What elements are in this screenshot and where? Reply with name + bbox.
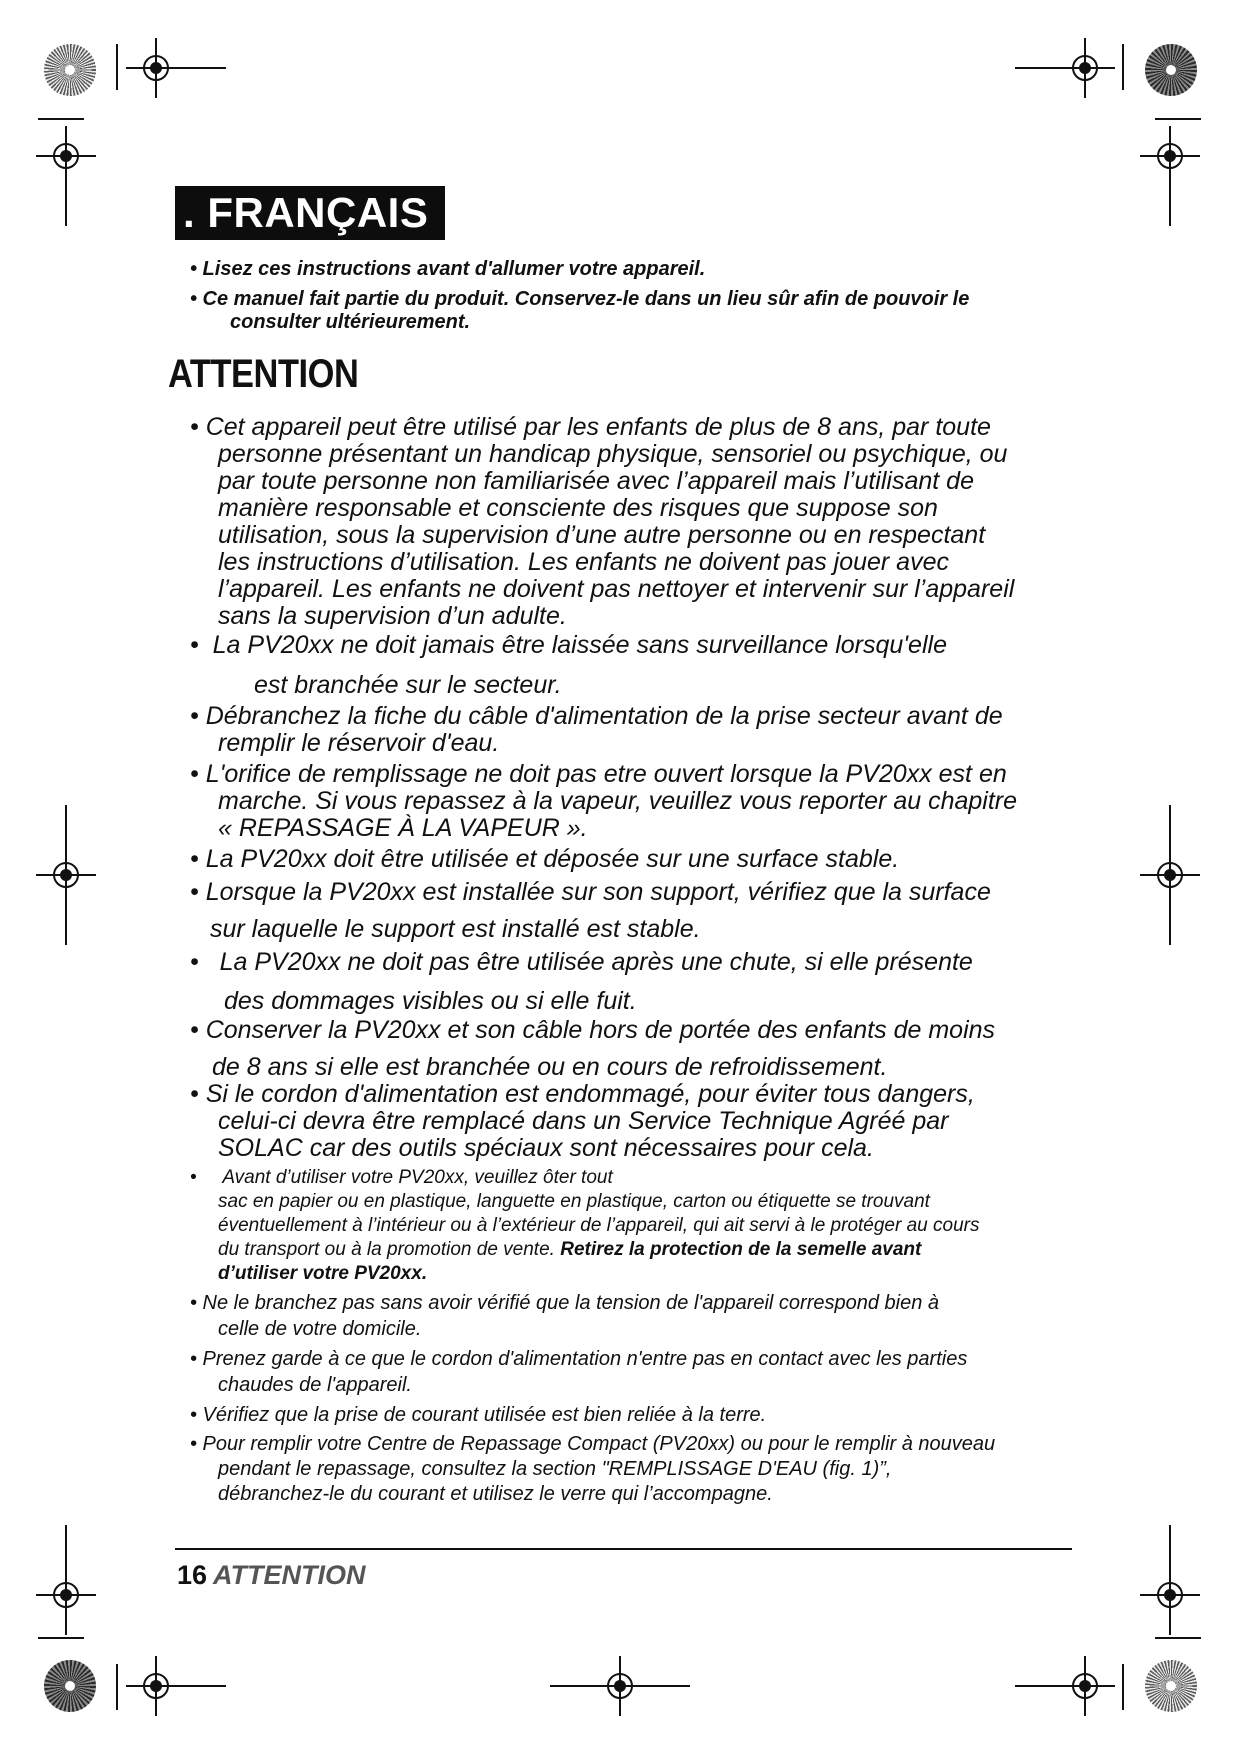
registration-target-left-upper: [36, 126, 96, 226]
item-line: l’appareil. Les enfants ne doivent pas nettoyer et intervenir sur l’appareil: [218, 575, 1015, 603]
warning-item: [190, 879, 1110, 943]
warning-item: [190, 1017, 1110, 1081]
intro-notes: [190, 258, 1070, 341]
language-banner: . FRANÇAIS: [175, 186, 445, 240]
intro-note: • Lisez ces instructions avant d'allumer votre appareil.: [190, 258, 706, 280]
item-line: débranchez-le du courant et utilisez le verre qui l’accompagne.: [218, 1483, 773, 1505]
section-title: ATTENTION: [168, 352, 359, 396]
registration-target-top-right: [1015, 38, 1115, 98]
page-number: 16: [177, 1560, 208, 1590]
intro-note-line: • Ce manuel fait partie du produit. Conservez-le dans un lieu sûr afin de pouvoir le: [190, 288, 970, 310]
item-line: • La PV20xx doit être utilisée et déposée sur une surface stable.: [190, 845, 900, 873]
item-line: celui-ci devra être remplacé dans un Service Technique Agréé par: [218, 1107, 949, 1135]
warning-item: [190, 1290, 1110, 1342]
item-line: • Pour remplir votre Centre de Repassage Compact (PV20xx) ou pour le remplir à nouveau: [190, 1433, 996, 1455]
item-line: • La PV20xx ne doit pas être utilisée après une chute, si elle présente: [190, 948, 973, 976]
item-line: • Ne le branchez pas sans avoir vérifié que la tension de l'appareil correspond bien à: [190, 1292, 940, 1314]
registration-target-right-lower: [1140, 1525, 1200, 1635]
item-emphasis: Retirez la protection de la semelle avant: [560, 1239, 922, 1260]
item-line: • Avant d’utiliser votre PV20xx, veuillez ôter tout: [190, 1167, 613, 1188]
item-line: • Conserver la PV20xx et son câble hors de portée des enfants de moins: [190, 1016, 996, 1044]
registration-target-right-middle: [1140, 805, 1200, 945]
item-line: utilisation, sous la supervision d’une autre personne ou en respectant: [218, 521, 986, 549]
item-line: • Prenez garde à ce que le cordon d'alimentation n'entre pas en contact avec les parties: [190, 1348, 968, 1370]
footer-rule: [175, 1548, 1072, 1550]
warning-item: [190, 1081, 1110, 1162]
warning-item: [190, 1346, 1110, 1398]
intro-note-line: consulter ultérieurement.: [230, 311, 471, 333]
item-line: éventuellement à l’intérieur ou à l’extérieur de l’appareil, qui ait servi à le protéger au cours: [218, 1215, 980, 1236]
item-line: • Cet appareil peut être utilisé par les enfants de plus de 8 ans, par toute: [190, 413, 991, 441]
item-line: chaudes de l'appareil.: [218, 1374, 412, 1396]
item-line: les instructions d’utilisation. Les enfants ne doivent pas jouer avec: [218, 548, 949, 576]
crop-line: [1122, 44, 1124, 90]
crop-line: [38, 118, 84, 120]
item-line: • Vérifiez que la prise de courant utilisée est bien reliée à la terre.: [190, 1404, 767, 1426]
item-line: • Débranchez la fiche du câble d'alimentation de la prise secteur avant de: [190, 702, 1003, 730]
item-line: celle de votre domicile.: [218, 1318, 422, 1340]
item-text: du transport ou à la promotion de vente.: [218, 1239, 555, 1260]
color-rosette-bottom-left: [44, 1660, 96, 1712]
warning-item: [190, 1432, 1110, 1507]
crop-line: [38, 1637, 84, 1639]
warning-item: [190, 1402, 1110, 1428]
item-line: marche. Si vous repassez à la vapeur, veuillez vous reporter au chapitre: [218, 787, 1018, 815]
item-line: • La PV20xx ne doit jamais être laissée sans surveillance lorsqu'elle: [190, 631, 947, 659]
registration-target-top-left: [126, 38, 226, 98]
crop-line: [116, 1664, 118, 1710]
registration-target-bottom-right: [1015, 1656, 1115, 1716]
item-line: SOLAC car des outils spéciaux sont nécessaires pour cela.: [218, 1134, 874, 1162]
warning-list: [190, 414, 1110, 1507]
warning-item: [190, 703, 1110, 757]
warning-item: [190, 846, 1110, 873]
warning-item: [190, 761, 1110, 842]
crop-line: [1122, 1664, 1124, 1710]
registration-target-bottom-center: [550, 1656, 690, 1716]
warning-item: [190, 1166, 1110, 1286]
warning-item: [190, 632, 1110, 699]
color-rosette-bottom-right: [1145, 1660, 1197, 1712]
registration-target-left-lower: [36, 1525, 96, 1635]
item-line: pendant le repassage, consultez la section "REMPLISSAGE D'EAU (fig. 1)”,: [218, 1458, 892, 1480]
item-line: « REPASSAGE À LA VAPEUR ».: [218, 814, 588, 842]
item-line: • Lorsque la PV20xx est installée sur son support, vérifiez que la surface: [190, 878, 991, 906]
item-line: personne présentant un handicap physique, sensoriel ou psychique, ou: [218, 440, 1008, 468]
item-line: • L'orifice de remplissage ne doit pas etre ouvert lorsque la PV20xx est en: [190, 760, 1007, 788]
color-rosette-top-right: [1145, 44, 1197, 96]
item-line: par toute personne non familiarisée avec l’appareil mais l’utilisant de: [218, 467, 974, 495]
item-line: sac en papier ou en plastique, languette en plastique, carton ou étiquette se trouvant: [218, 1191, 930, 1212]
item-line: • Si le cordon d'alimentation est endommagé, pour éviter tous dangers,: [190, 1080, 975, 1108]
warning-item: [190, 414, 1110, 630]
item-line: [190, 1238, 1110, 1262]
item-line: sans la supervision d’un adulte.: [218, 602, 567, 630]
page-footer: [177, 1560, 366, 1591]
registration-target-right-upper: [1140, 126, 1200, 226]
intro-note: [190, 288, 1070, 334]
item-line: remplir le réservoir d'eau.: [218, 729, 500, 757]
registration-target-bottom-left: [126, 1656, 226, 1716]
item-line: est branchée sur le secteur.: [254, 671, 562, 699]
item-line: manière responsable et consciente des risques que suppose son: [218, 494, 938, 522]
warning-item: [190, 949, 1110, 1015]
crop-line: [1155, 118, 1201, 120]
color-rosette-top-left: [44, 44, 96, 96]
footer-section-label: ATTENTION: [213, 1560, 366, 1590]
registration-target-left-middle: [36, 805, 96, 945]
item-line: sur laquelle le support est installé est stable.: [210, 915, 701, 943]
crop-line: [116, 44, 118, 90]
item-line: des dommages visibles ou si elle fuit.: [224, 987, 637, 1015]
item-line: de 8 ans si elle est branchée ou en cours de refroidissement.: [212, 1053, 888, 1081]
item-emphasis: d’utiliser votre PV20xx.: [218, 1263, 428, 1284]
crop-line: [1155, 1637, 1201, 1639]
